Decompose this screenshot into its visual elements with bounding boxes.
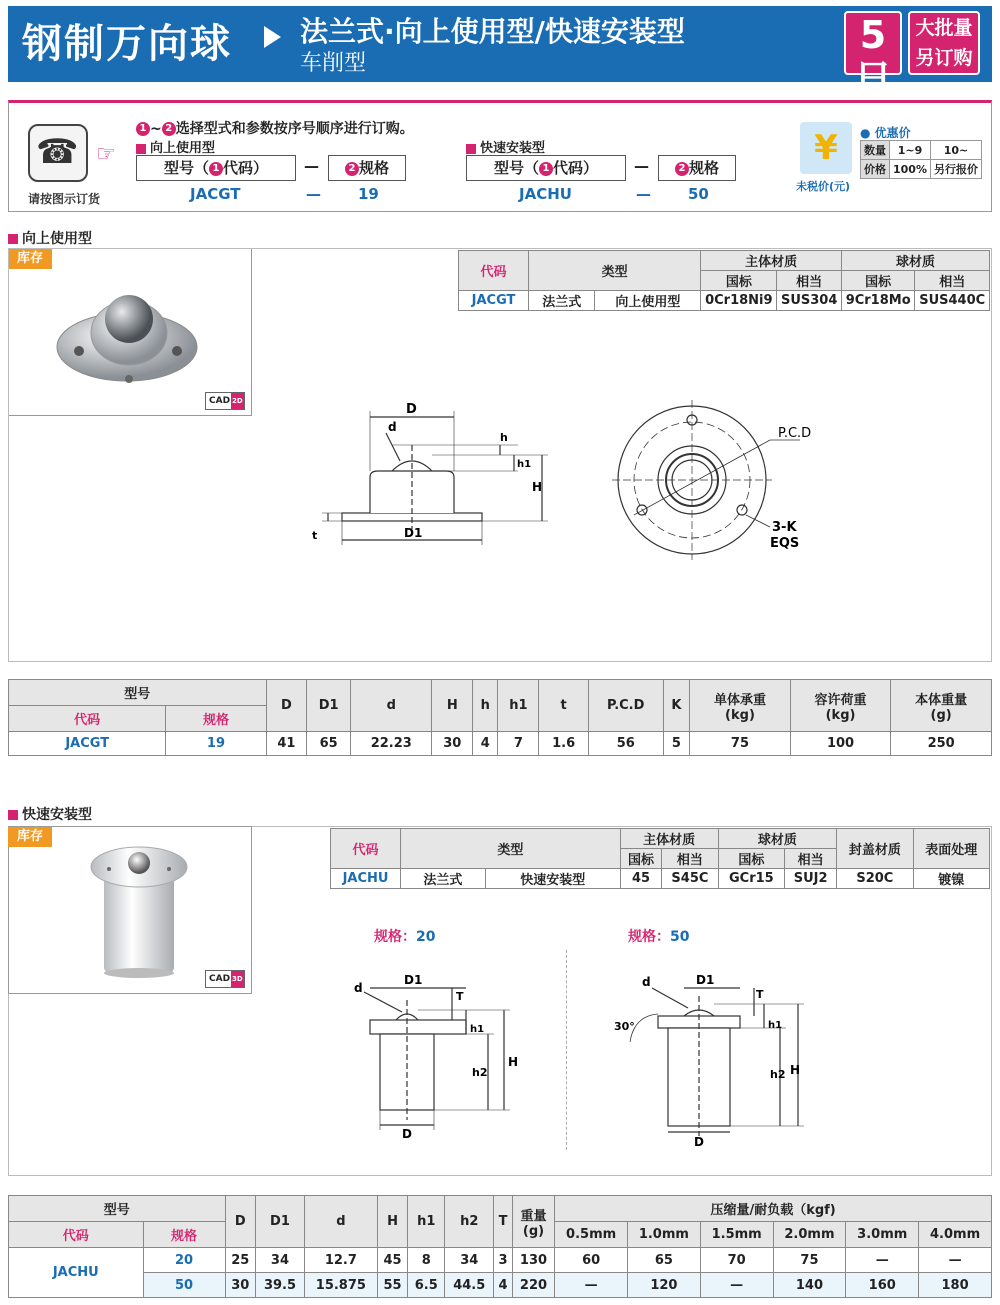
page-subtitle-2: 车削型: [300, 51, 367, 76]
dim-eqs-label: EQS: [770, 536, 800, 551]
up-technical-drawing: [300, 395, 820, 565]
order-quick-title: 快速安装型: [466, 137, 545, 156]
order-instruction: 1 ~ 2 选择型式和参数按序号顺序进行订购。: [136, 118, 414, 138]
up-stock-badge: 库存: [8, 249, 52, 269]
dim-h-label: h: [500, 431, 508, 444]
q20-H-label: H: [508, 1055, 519, 1069]
order-up-code: JACGT: [190, 185, 241, 203]
order-quick-dash: —: [634, 157, 649, 175]
q20-h2-label: h2: [472, 1066, 488, 1079]
page-subtitle: 法兰式·向上使用型/快速安装型: [300, 15, 685, 48]
order-hint: 请按图示订货: [28, 192, 101, 206]
quick-spec-table: 型号 D D1 d H h1 h2 T 重量 (g) 压缩量/耐负载（kgf) 代码 规格 0.5mm 1.0mm 1.5mm 2.0mm 3.0mm 4.0mm JACHU 20 25 34 12.7 45 8 34 3 130 60 65 70 75 — — 50 30 39.5 15.875 55 6.5 44.5 4 220 — 120 — 140 160 180: [8, 1195, 992, 1298]
quick-stock-badge: 库存: [8, 827, 52, 847]
q50-d-label: d: [642, 975, 651, 989]
section-quick-title: 快速安装型: [8, 804, 92, 824]
yen-price-icon: ¥: [800, 122, 852, 174]
table-row: 50 30 39.5 15.875 55 6.5 44.5 4 220 — 120 — 140 160 180: [9, 1273, 992, 1298]
five-day-delivery-badge: 5日 发货: [844, 11, 902, 75]
dim-t-label: t: [312, 529, 318, 542]
section-up-title: 向上使用型: [8, 228, 92, 248]
dim-d-label: d: [388, 420, 397, 434]
quick-spec50-drawing: [600, 970, 820, 1150]
price-label: ● 优惠价: [860, 126, 911, 140]
pointing-hand-icon: ☞: [96, 142, 116, 167]
dim-k-label: 3-K: [772, 520, 797, 535]
order-quick-code: JACHU: [519, 185, 572, 203]
q50-T-label: T: [756, 988, 764, 1001]
spec-divider: [566, 950, 567, 1150]
up-material-table: 代码 类型 主体材质 球材质 国标 相当 国标 相当 JACGT 法兰式 向上使用型 0Cr18Ni9 SUS304 9Cr18Mo SUS440C: [458, 250, 990, 311]
order-up-dash2: —: [306, 185, 321, 203]
q50-h2-label: h2: [770, 1068, 786, 1081]
q50-H-label: H: [790, 1063, 801, 1077]
up-product-photo: [8, 248, 252, 416]
quick-product-photo: [8, 826, 252, 994]
up-cad-badge[interactable]: CAD 2D: [205, 392, 245, 410]
order-quick-model-box: 型号（ 1 代码）: [466, 155, 626, 181]
up-spec-table: 型号 D D1 d H h h1 t P.C.D K 单体承重 (kg) 容许荷重 (kg) 本体重量 (g) 代码 规格 JACGT 19 41 65 22.23 30 4 7 1.6 56 5 75 100 250: [8, 679, 992, 756]
order-up-spec-box: 2 规格: [328, 155, 406, 181]
order-quick-dash2: —: [636, 185, 651, 203]
q20-h1-label: h1: [470, 1024, 485, 1035]
dim-H-label: H: [532, 480, 543, 494]
dim-pcd-label: P.C.D: [778, 426, 812, 441]
q50-D1-label: D1: [696, 973, 715, 987]
dim-h1-label: h1: [517, 459, 532, 470]
order-up-spec: 19: [358, 185, 379, 203]
table-row: JACHU 20 25 34 12.7 45 8 34 3 130 60 65 70 75 — —: [9, 1248, 992, 1273]
quick-material-table: 代码 类型 主体材质 球材质 封盖材质 表面处理 国标 相当 国标 相当 JACHU 法兰式 快速安装型 45 S45C GCr15 SUJ2 S20C 镀镍: [330, 828, 990, 889]
quick-cad-badge[interactable]: CAD 3D: [205, 970, 245, 988]
spec-20-label: 规格：20: [374, 929, 436, 945]
q50-h1-label: h1: [768, 1020, 783, 1031]
dim-D-label: D: [406, 402, 417, 417]
price-table: 数量 1~9 10~ 价格 100% 另行报价: [860, 140, 982, 179]
q20-D1-label: D1: [404, 973, 423, 987]
bulk-order-badge: 大批量 另订购: [908, 11, 980, 75]
order-up-model-box: 型号（ 1 代码）: [136, 155, 296, 181]
price-note: 未税价(元): [796, 180, 851, 193]
spec-50-label: 规格：50: [628, 929, 690, 945]
page-title: 钢制万向球: [22, 21, 232, 67]
title-arrow-icon: [264, 26, 281, 48]
order-up-dash: —: [304, 157, 319, 175]
telephone-icon: ☎: [36, 132, 79, 172]
order-quick-spec-box: 2 规格: [658, 155, 736, 181]
q20-D-label: D: [402, 1127, 412, 1140]
q50-D-label: D: [694, 1135, 704, 1149]
q50-angle-label: 30°: [614, 1020, 635, 1033]
q20-d-label: d: [354, 981, 363, 995]
dim-D1-label: D1: [404, 526, 423, 540]
q20-T-label: T: [456, 990, 464, 1003]
quick-spec20-drawing: [340, 970, 540, 1140]
order-quick-spec: 50: [688, 185, 709, 203]
table-row: JACGT 19 41 65 22.23 30 4 7 1.6 56 5 75 100 250: [9, 732, 992, 756]
order-up-title: 向上使用型: [136, 137, 215, 156]
